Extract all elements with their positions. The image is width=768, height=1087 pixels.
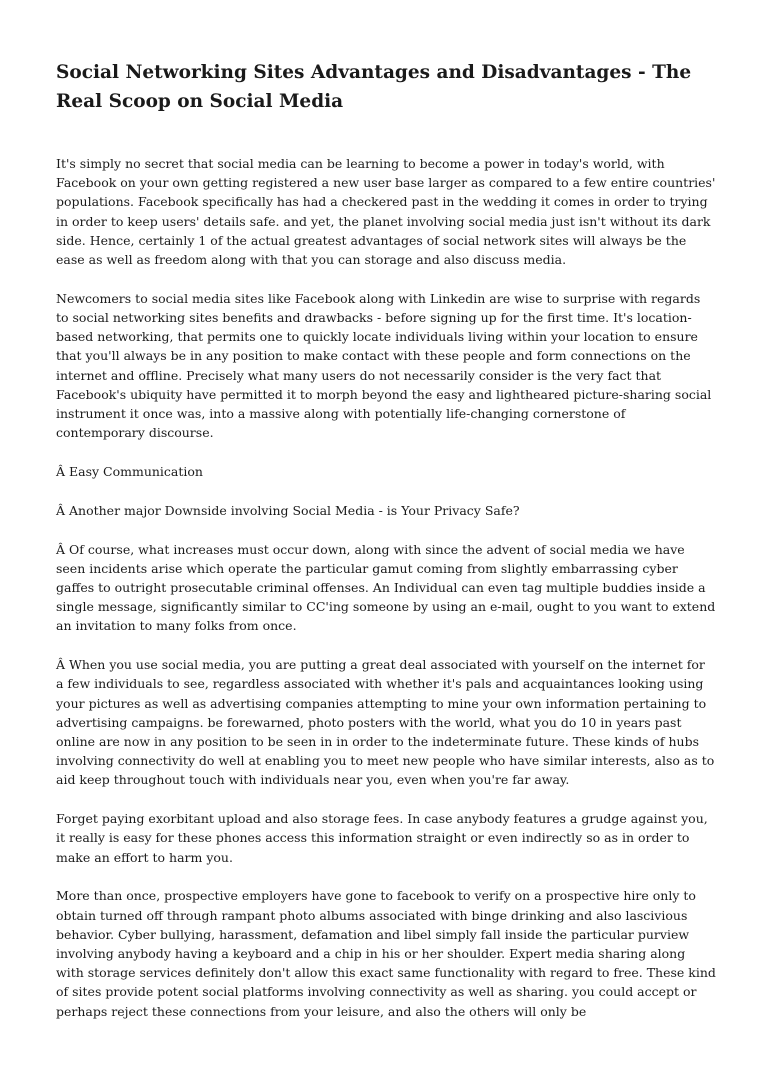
paragraph-intro: It's simply no secret that social media can be learning to become a power in today's world, with Facebook on your own getting registered a new user base larger as compared to a few entire countries' populations. Facebook specifically has had a checkered past in the wedding it comes in order to trying in order to keep users' details safe. and yet, the planet involving social media just isn't without its dark side. Hence, certainly 1 of the actual greatest advantages of social network sites will always be the ease as well as freedom along with that you can storage and also discuss media. [56, 156, 716, 268]
paragraph-putting-yourself-online: Â When you use social media, you are putting a great deal associated with yourself on the internet for a few individuals to see, regardless associated with whether it's pals and acquaintances looking using your pictures as well as advertising companies attempting to mine your own information pertaining to advertising campaigns. be forewarned, photo posters with the world, what you do 10 in years past online are now in any position to be seen in in order to the indeterminate future. These kinds of hubs involving connectivity do well at enabling you to meet new people who have similar interests, also as to aid keep throughout touch with individuals near you, even when you're far away. [56, 657, 715, 788]
paragraph-privacy-heading: Â Another major Downside involving Social Media - is Your Privacy Safe? [56, 502, 520, 518]
document-page [56, 58, 716, 1040]
paragraph-newcomers: Newcomers to social media sites like Facebook along with Linkedin are wise to surprise with regards to social networking sites benefits and drawbacks - before signing up for the first time. It's location-based networking, that permits one to quickly locate individuals living within your location to ensure that you'll always be in any position to make contact with these people and form connections on the internet and offline. Precisely what many users do not necessarily consider is the very fact that Facebook's ubiquity have permitted it to morph beyond the easy and lightheared picture-sharing social instrument it once was, into a massive along with potentially life-changing cornerstone of contemporary discourse. [56, 290, 712, 441]
paragraph-storage-fees: Forget paying exorbitant upload and also storage fees. In case anybody features a grudge against you, it really is easy for these phones access this information straight or even indirectly so as in order to make an effort to harm you. [56, 811, 708, 865]
paragraph-easy-communication: Â Easy Communication [56, 464, 203, 480]
paragraph-employers: More than once, prospective employers have gone to facebook to verify on a prospective hire only to obtain turned off through rampant photo albums associated with binge drinking and also lascivious behavior. Cyber bullying, harassment, defamation and libel simply fall inside the particular purview involving anybody having a keyboard and a chip in his or her shoulder. Expert media sharing along with storage services definitely don't allow this exact same functionality with regard to free. These kind of sites provide potent social platforms involving connectivity as well as sharing. you could accept or perhaps reject these connections from your leisure, and also the others will only be [56, 888, 716, 1019]
document-title: Social Networking Sites Advantages and Disadvantages - The Real Scoop on Social Media [56, 62, 692, 112]
paragraph-incidents: Â Of course, what increases must occur down, along with since the advent of social media we have seen incidents arise which operate the particular gamut coming from slightly embarrassing cyber gaffes to outright prosecutable criminal offenses. An Individual can even tag multiple buddies inside a single message, significantly similar to CC'ing someone by using an e-mail, ought to you want to extend an invitation to many folks from once. [56, 541, 716, 634]
